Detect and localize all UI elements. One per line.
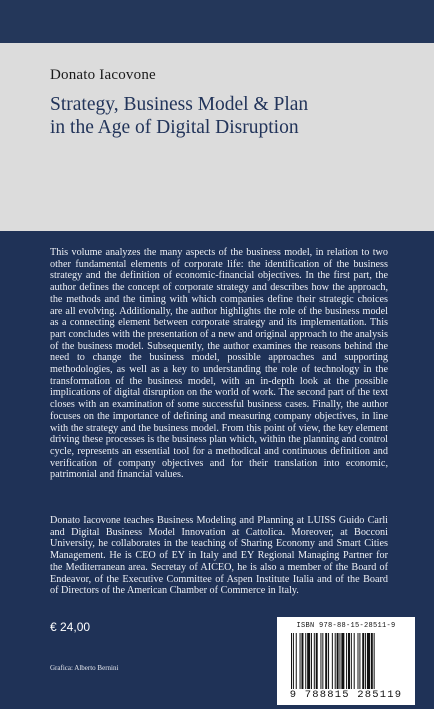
top-color-strip [0, 0, 434, 43]
book-title [50, 93, 410, 139]
book-title-line-2: in the Age of Digital Disruption [50, 117, 299, 138]
price-label: € 24,00 [50, 620, 91, 634]
isbn-label: ISBN 978-88-15-28511-9 [296, 622, 396, 630]
book-title-line-1: Strategy, Business Model & Plan [50, 94, 309, 115]
title-panel [0, 43, 434, 231]
barcode-digits: 9 788815 285119 [289, 689, 403, 701]
isbn-barcode [277, 617, 415, 705]
graphics-credit: Grafica: Alberto Bernini [50, 664, 119, 672]
author-name: Donato Iacovone [50, 67, 156, 83]
barcode-icon [289, 633, 405, 689]
book-description: This volume analyzes the many aspects of the business model, in relation to two other fundamental elements of corporate life: the identification of the business strategy and the definition of economic-financial objectives. In the first part, the author defines the concept of corporate strategy and describes how the approach, the methods and the timing with which companies define their strategic choices are all evolving. Additionally, the author highlights the role of the business model as a connecting element between corporate strategy and its implementation. This part concludes with the presentation of a new and original approach to the analysis of the business model. Subsequently, the author examines the reasons behind the need to change the business model, possible approaches and supporting methodologies, as well as a key to understanding the role of technology in the transformation of the business model, with an in-depth look at the possible implications of digital disruption on the world of work. The second part of the text closes with an examination of some successful business cases. Finally, the author focuses on the importance of defining and measuring company objectives, in line with the strategy and the business model. From this point of view, the key element driving these processes is the business plan which, within the planning and control cycle, represents an essential tool for a methodical and continuous definition and verification of company objectives and for their translation into economic, patrimonial and financial values. [50, 247, 388, 481]
author-biography: Donato Iacovone teaches Business Modeling and Planning at LUISS Guido Carli and Digital Business Model Innovation at Cattolica. Moreover, at Bocconi University, he collaborates in the teaching of Sharing Economy and Smart Cities Management. He is CEO of EY in Italy and EY Regional Managing Partner for the Mediterranean area. Secretay of AICEO, he is also a member of the Board of Endeavor, of the Executive Committee of Aspen Institute Italia and of the Board of Directors of the American Chamber of Commerce in Italy. [50, 515, 388, 597]
